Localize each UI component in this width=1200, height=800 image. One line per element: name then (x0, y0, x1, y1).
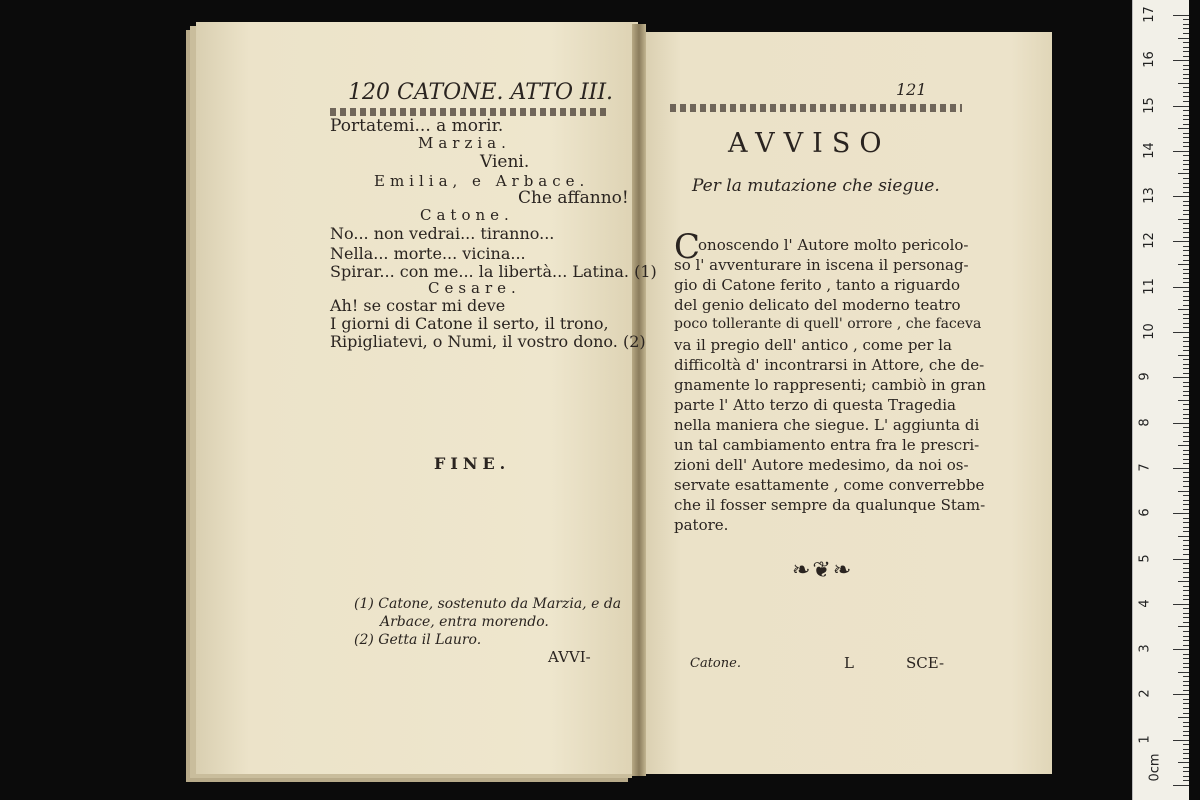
ruler-tick (1183, 472, 1189, 473)
ruler-tick (1178, 445, 1189, 446)
line: No... non vedrai... tiranno... (330, 224, 555, 243)
ruler-tick (1183, 595, 1189, 596)
ruler-tick (1183, 146, 1189, 147)
ruler-tick (1183, 418, 1189, 419)
ruler-number: 5 (1137, 553, 1153, 563)
footnote-2: (2) Getta il Lauro. (354, 632, 482, 648)
ruler-tick (1183, 323, 1189, 324)
ruler-tick (1183, 69, 1189, 70)
fine-label: FINE. (434, 454, 511, 473)
ruler-tick (1178, 626, 1189, 627)
avviso-subtitle: Per la mutazione che siegue. (692, 176, 940, 196)
catchword: AVVI- (548, 648, 591, 666)
ruler-tick (1183, 590, 1189, 591)
ruler-tick (1183, 409, 1189, 410)
ruler-tick (1183, 327, 1189, 328)
ruler-tick (1183, 282, 1189, 283)
ruler-tick (1183, 291, 1189, 292)
ruler-tick (1183, 205, 1189, 206)
ruler-tick (1183, 749, 1189, 750)
ruler-tick (1178, 128, 1189, 129)
ruler-tick (1173, 196, 1189, 197)
body-line: nella maniera che siegue. L' aggiunta di (674, 416, 980, 434)
ruler-tick (1178, 309, 1189, 310)
ruler-tick (1183, 676, 1189, 677)
ruler-tick (1183, 441, 1189, 442)
ruler-tick (1183, 19, 1189, 20)
ruler-tick (1183, 223, 1189, 224)
ruler-number: 9 (1137, 372, 1153, 381)
ruler-tick (1183, 645, 1189, 646)
ruler-number: 3 (1137, 644, 1153, 653)
line: Ripigliatevi, o Numi, il vostro dono. (2) (330, 332, 646, 351)
ruler-tick (1183, 364, 1189, 365)
ruler-tick (1183, 654, 1189, 655)
ruler-tick (1183, 232, 1189, 233)
line: Ah! se costar mi deve (330, 296, 506, 315)
ruler-tick (1183, 744, 1189, 745)
ruler-tick (1183, 577, 1189, 578)
avviso-title: AVVISO (728, 128, 891, 159)
line: Spirar... con me... la libertà... Latina. (1) (330, 262, 657, 281)
ruler-number: 11 (1141, 277, 1157, 295)
ruler-tick (1183, 554, 1189, 555)
ruler-tick (1183, 572, 1189, 573)
ruler-tick (1183, 658, 1189, 659)
ruler-tick (1183, 599, 1189, 600)
ruler-number: 16 (1141, 51, 1157, 68)
ruler-tick (1173, 694, 1189, 695)
line: Vieni. (480, 152, 530, 172)
ruler-tick (1183, 237, 1189, 238)
ruler-tick (1183, 318, 1189, 319)
ruler-tick (1183, 427, 1189, 428)
drop-initial: C (674, 227, 701, 267)
ruler-tick (1183, 214, 1189, 215)
ruler-tick (1183, 96, 1189, 97)
ruler-tick (1183, 568, 1189, 569)
ruler-tick (1178, 38, 1189, 39)
ruler-tick (1183, 33, 1189, 34)
ruler-tick (1183, 758, 1189, 759)
ruler-tick (1183, 28, 1189, 29)
ruler-tick (1183, 278, 1189, 279)
left-page-header: 120 CATONE. ATTO III. (348, 80, 614, 105)
ruler-tick (1173, 740, 1189, 741)
ruler-tick (1183, 169, 1189, 170)
ruler-tick (1183, 685, 1189, 686)
body-line: poco tollerante di quell' orrore , che faceva (674, 316, 982, 332)
ruler-tick (1183, 133, 1189, 134)
ruler-tick (1183, 24, 1189, 25)
body-line: che il fosser sempre da qualunque Stam- (674, 496, 986, 514)
ruler-tick (1183, 545, 1189, 546)
ruler-number: 10 (1141, 323, 1157, 340)
ruler-tick (1183, 640, 1189, 641)
ruler-tick (1183, 454, 1189, 455)
line: I giorni di Catone il serto, il trono, (330, 314, 609, 333)
ruler-tick (1183, 101, 1189, 102)
ruler-tick (1183, 337, 1189, 338)
ruler-tick (1183, 731, 1189, 732)
ruler-tick (1173, 106, 1189, 107)
ruler-tick (1183, 373, 1189, 374)
ruler-tick (1183, 432, 1189, 433)
ruler-tick (1173, 423, 1189, 424)
ruler-tick (1183, 667, 1189, 668)
ruler-tick (1183, 56, 1189, 57)
ruler-tick (1183, 613, 1189, 614)
ruler-tick (1183, 481, 1189, 482)
ruler-tick (1183, 386, 1189, 387)
ruler-tick (1183, 314, 1189, 315)
ruler-tick (1178, 83, 1189, 84)
ruler-tick (1173, 559, 1189, 560)
ruler-tick (1183, 463, 1189, 464)
ruler-tick (1183, 504, 1189, 505)
ruler-tick (1183, 115, 1189, 116)
ruler-tick (1178, 672, 1189, 673)
ruler-tick (1183, 477, 1189, 478)
body-line: gnamente lo rappresenti; cambiò in gran (674, 376, 986, 394)
ruler-tick (1183, 110, 1189, 111)
book-gutter (632, 24, 646, 776)
ruler-tick (1183, 735, 1189, 736)
ruler-tick (1178, 491, 1189, 492)
ruler-tick (1183, 87, 1189, 88)
ruler-tick (1183, 518, 1189, 519)
ruler-tick (1183, 404, 1189, 405)
ruler-tick (1183, 608, 1189, 609)
ruler-tick (1183, 681, 1189, 682)
body-line: servate esattamente , come converrebbe (674, 476, 985, 494)
ruler-tick (1173, 513, 1189, 514)
body-line: zioni dell' Autore medesimo, da noi os- (674, 456, 969, 474)
ruler-tick (1178, 581, 1189, 582)
ruler-tick (1183, 368, 1189, 369)
ruler-number: 13 (1141, 187, 1157, 204)
ruler-tick (1183, 65, 1189, 66)
ruler-tick (1173, 60, 1189, 61)
ruler-tick (1183, 540, 1189, 541)
ruler-tick (1183, 726, 1189, 727)
ruler-tick (1183, 699, 1189, 700)
ruler-tick (1173, 151, 1189, 152)
ruler-tick (1173, 468, 1189, 469)
ruler-tick (1178, 219, 1189, 220)
ruler-tick (1183, 771, 1189, 772)
ruler-tick (1183, 486, 1189, 487)
body-line: parte l' Atto terzo di questa Tragedia (674, 396, 956, 414)
ruler-tick (1183, 269, 1189, 270)
ruler-unit-label: 0cm (1147, 753, 1163, 782)
ruler-tick (1183, 92, 1189, 93)
right-catchword: SCE- (906, 654, 945, 672)
ruler-number: 2 (1137, 689, 1153, 699)
body-line: difficoltà d' incontrarsi in Attore, che de- (674, 356, 985, 374)
ruler-number: 17 (1141, 6, 1157, 23)
footnote-1-cont: Arbace, entra morendo. (380, 614, 549, 630)
ruler-tick (1183, 160, 1189, 161)
ruler-tick (1183, 767, 1189, 768)
ruler-tick (1183, 300, 1189, 301)
ruler-tick (1183, 549, 1189, 550)
ruler-tick (1183, 690, 1189, 691)
ruler-tick (1178, 264, 1189, 265)
ruler-tick (1178, 717, 1189, 718)
speaker: Marzia. (418, 134, 511, 152)
ruler-tick (1183, 42, 1189, 43)
ruler-tick (1183, 305, 1189, 306)
body-line: va il pregio dell' antico , come per la (674, 336, 952, 354)
ruler-tick (1183, 713, 1189, 714)
ruler-tick (1183, 273, 1189, 274)
ruler-tick (1183, 753, 1189, 754)
line: Che affanno! (518, 188, 629, 208)
ruler-number: 1 (1137, 735, 1153, 744)
ruler-number: 7 (1137, 463, 1153, 472)
ruler-tick (1183, 708, 1189, 709)
ruler-tick (1173, 604, 1189, 605)
ruler-tick (1183, 509, 1189, 510)
ruler-tick (1183, 522, 1189, 523)
ruler-tick (1173, 377, 1189, 378)
ruler-number: 8 (1137, 417, 1153, 427)
ruler-tick (1183, 450, 1189, 451)
ruler-tick (1183, 124, 1189, 125)
ruler-tick (1183, 636, 1189, 637)
ruler-tick (1183, 192, 1189, 193)
ruler-tick (1183, 531, 1189, 532)
ruler-tick (1183, 250, 1189, 251)
ruler-tick (1183, 183, 1189, 184)
body-line: patore. (674, 516, 729, 534)
ruler-tick (1183, 119, 1189, 120)
speaker: Emilia, e Arbace. (374, 172, 590, 190)
ruler-tick (1183, 586, 1189, 587)
ruler-tick (1178, 173, 1189, 174)
ruler-tick (1183, 164, 1189, 165)
ruler-tick (1183, 722, 1189, 723)
measurement-ruler (1132, 0, 1189, 800)
ruler-tick (1183, 201, 1189, 202)
body-line: onoscendo l' Autore molto pericolo- (698, 236, 969, 254)
ruler-tick (1183, 350, 1189, 351)
ruler-tick (1183, 359, 1189, 360)
body-line: del genio delicato del moderno teatro (674, 296, 961, 314)
ruler-tick (1183, 459, 1189, 460)
ruler-tick (1183, 495, 1189, 496)
ruler-tick (1183, 260, 1189, 261)
ruler-tick (1183, 663, 1189, 664)
right-ornament (670, 104, 962, 112)
ruler-tick (1183, 414, 1189, 415)
speaker: Catone. (420, 206, 514, 224)
line: Portatemi... a morir. (330, 116, 504, 136)
ruler-tick (1183, 776, 1189, 777)
ruler-tick (1173, 15, 1189, 16)
ruler-tick (1173, 785, 1189, 786)
ruler-tick (1183, 51, 1189, 52)
ruler-tick (1183, 78, 1189, 79)
ruler-tick (1183, 178, 1189, 179)
ruler-tick (1183, 622, 1189, 623)
body-line: gio di Catone ferito , tanto a riguardo (674, 276, 961, 294)
body-line: so l' avventurare in iscena il personag- (674, 256, 969, 274)
ruler-tick (1183, 617, 1189, 618)
ruler-tick (1183, 246, 1189, 247)
ruler-tick (1183, 155, 1189, 156)
ruler-tick (1178, 355, 1189, 356)
ruler-tick (1183, 255, 1189, 256)
body-line: un tal cambiamento entra fra le prescri- (674, 436, 980, 454)
ruler-tick (1178, 400, 1189, 401)
ruler-tick (1183, 341, 1189, 342)
ruler-tick (1183, 703, 1189, 704)
ruler-tick (1183, 500, 1189, 501)
ruler-tick (1173, 241, 1189, 242)
ruler-tick (1183, 391, 1189, 392)
ruler-number: 6 (1137, 508, 1153, 517)
ruler-tick (1183, 137, 1189, 138)
ruler-tick (1173, 332, 1189, 333)
ruler-tick (1183, 346, 1189, 347)
ruler-tick (1183, 296, 1189, 297)
ruler-tick (1183, 142, 1189, 143)
ruler-tick (1183, 210, 1189, 211)
ruler-tick (1183, 527, 1189, 528)
ruler-number: 4 (1137, 599, 1153, 608)
ruler-tick (1178, 536, 1189, 537)
signature-letter: L (844, 654, 854, 672)
ruler-number: 15 (1141, 96, 1157, 114)
speaker: Cesare. (428, 279, 521, 297)
right-page-number: 121 (896, 80, 927, 99)
ruler-tick (1183, 780, 1189, 781)
ruler-tick (1183, 395, 1189, 396)
ruler-tick (1183, 382, 1189, 383)
ruler-tick (1173, 287, 1189, 288)
ruler-tick (1183, 74, 1189, 75)
left-ornament (330, 108, 606, 116)
ruler-number: 14 (1141, 142, 1157, 159)
ruler-tick (1183, 228, 1189, 229)
ruler-tick (1178, 762, 1189, 763)
ruler-tick (1173, 649, 1189, 650)
ruler-tick (1183, 47, 1189, 48)
line: Nella... morte... vicina... (330, 244, 526, 263)
fleuron-ornament: ❧❦❧ (792, 558, 854, 583)
ruler-tick (1183, 187, 1189, 188)
ruler-tick (1183, 563, 1189, 564)
signature-footer: Catone. (690, 656, 741, 671)
ruler-tick (1183, 631, 1189, 632)
footnote-1: (1) Catone, sostenuto da Marzia, e da (354, 596, 622, 612)
ruler-tick (1183, 436, 1189, 437)
ruler-number: 12 (1141, 232, 1157, 250)
